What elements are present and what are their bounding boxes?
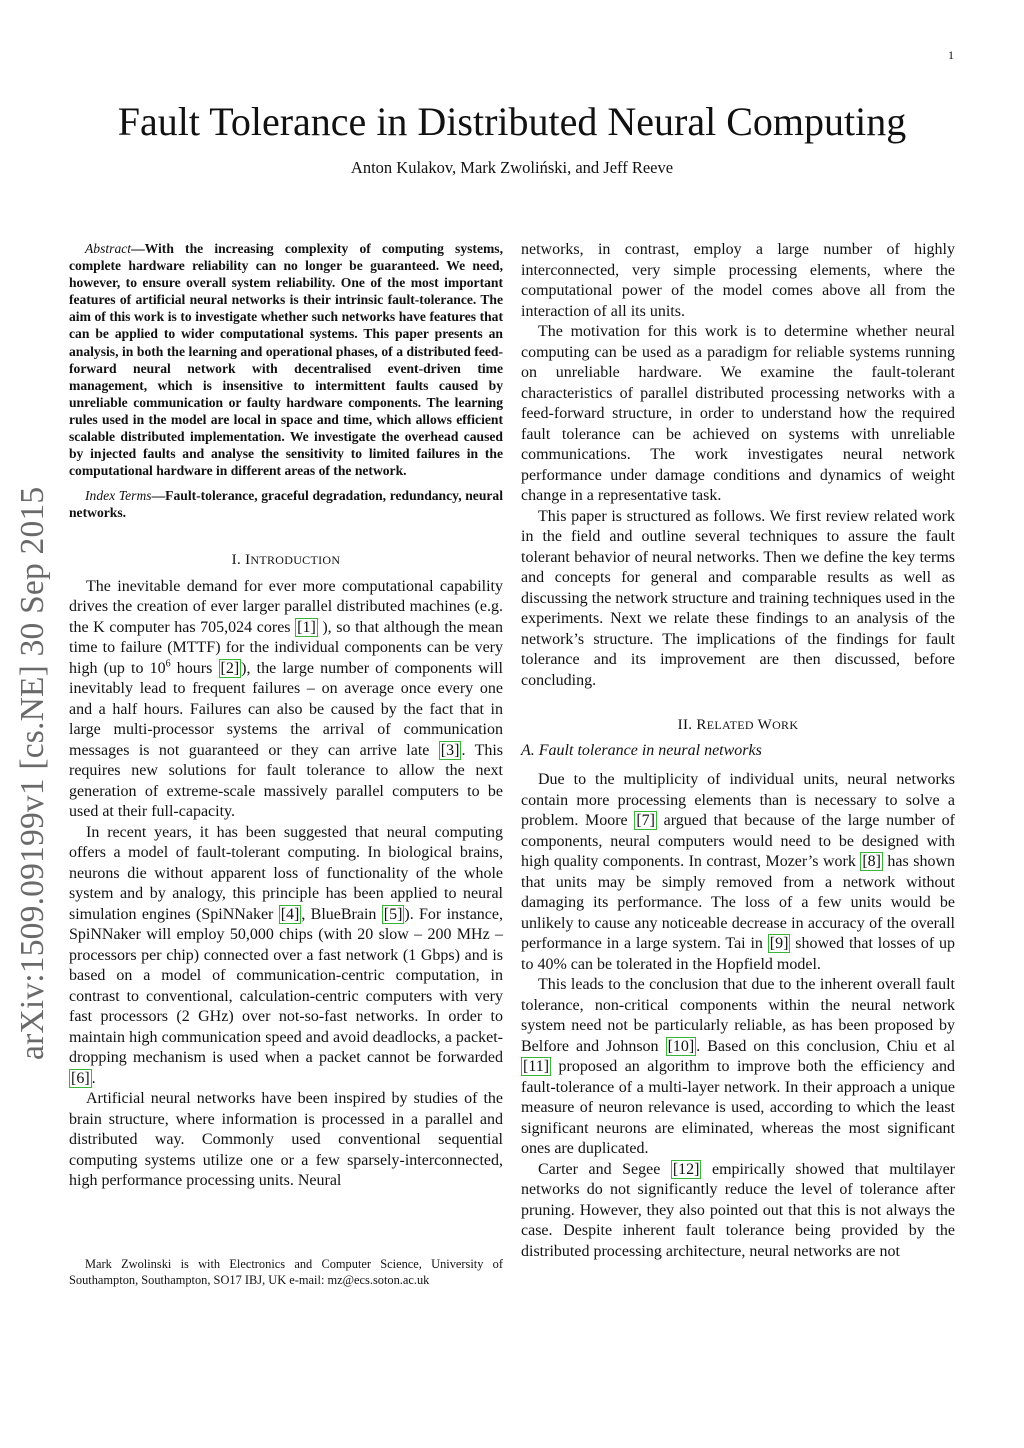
subsection-heading: A. Fault tolerance in neural networks: [521, 742, 762, 759]
author-footnote: Mark Zwolinski is with Electronics and Computer Science, University of Southampton, Southampton, SO17 IBJ, UK e-mail: mz@ecs.soton.ac.uk: [69, 1257, 503, 1287]
intro-paragraph-3-continued: networks, in contrast, employ a large number of highly interconnected, very simple processing elements, where the computational power of the model comes above all from the interaction of all its units.: [521, 241, 955, 320]
citation-link[interactable]: [10]: [667, 1037, 695, 1055]
paper-title: Fault Tolerance in Distributed Neural Computing: [117, 99, 907, 144]
citation-link[interactable]: [7]: [636, 812, 655, 829]
related-paragraph-2: This leads to the conclusion that due to the inherent overall fault tolerance, non-critical components within the neural network system need not be particularly reliable, as has been proposed by Belfore and Johnson [10] . Based on this conclusion, Chiu et al [11] proposed an algorithm to improve both the efficiency and fault-tolerance of a multi-layer network. In their approach a unique measure of neuron relevance is used, according to which the least significant neurons are eliminated, whereas the most significant ones are duplicated.: [521, 976, 956, 1157]
arxiv-stamp: arXiv:1509.09199v1 [cs.NE] 30 Sep 2015: [14, 486, 51, 1060]
page-number: 1: [948, 48, 954, 62]
intro-paragraph-5: This paper is structured as follows. We first review related work in the field and outline several techniques to assure the fault tolerant behavior of neural networks. Then we define the key terms and concepts for general and comparable results as well as discussing the network structure and training techniques used in the experiments. Next we relate these findings to an analysis of the network’s structure. The implications of the findings for fault tolerance and its improvement are then discussed, before concluding.: [521, 507, 955, 689]
index-terms-label: Index Terms: [85, 488, 152, 504]
related-paragraph-3: Carter and Segee [12] empirically showed that multilayer networks do not significantly reduce the level of tolerance after pruning. However, they also pointed out that this is not always the case. Despite inherent fault tolerance being provided by the distributed processing architecture, neural networks are not: [521, 1160, 955, 1260]
index-terms-text: —Fault-tolerance, graceful degradation, redundancy, neural networks.: [69, 488, 503, 521]
related-paragraph-1: Due to the multiplicity of individual units, neural networks contain more processing elements than is necessary to solve a problem. Moore [7] argued that because of the large number of components, neural computers would need to be designed with high quality components. In contrast, Mozer’s work [8] has shown that units may be simply removed from a network without damaging its performance. The loss of a few units would be unlikely to cause any noticeable decrease in accuracy of the overall performance in a large system. Tai in [9] showed that losses of up to 40% can be tolerated in the Hopfield model.: [521, 771, 955, 973]
citation-link[interactable]: [11]: [523, 1058, 550, 1075]
abstract-text: —With the increasing complexity of computing systems, complete hardware reliability can no longer be guaranteed. We need, however, to ensure overall system reliability. One of the most important features of artificial neural networks is their intrinsic fault-tolerance. The aim of this work is to investigate whether such networks have features that can be applied to wider computational systems. This paper presents an analysis, in both the learning and operational phases, of a distributed feed-forward neural network with decentralised event-driven time management, which is insensitive to intermittent faults caused by unreliable communication or faulty hardware components. The learning rules used in the model are local in space and time, which allows efficient scalable distributed implementation. We investigate the overhead caused by injected faults and analyse the sensitivity to limited failures in the computational hardware in different areas of the network.: [69, 241, 503, 479]
citation-link[interactable]: [1]: [297, 618, 316, 636]
intro-paragraph-4: The motivation for this work is to determine whether neural computing can be used as a paradigm for reliable systems running on unreliable hardware. We examine the fault-tolerant characteristics of parallel distributed processing networks with a feed-forward structure, in order to understand how the required fault tolerance can be achieved on systems with unreliable communications. The work investigates neural network performance under damage conditions and dynamics of weight change in a representative task.: [521, 323, 955, 504]
intro-paragraph-1: The inevitable demand for ever more computational capability drives the creation of ever larger parallel distributed machines (e.g. the K computer has 705,024 cores [1] ), so that although the mean time to failure (MTTF) for the individual components can be very high (up to $10^6$ hours [2] ), the large number of components will inevitably lead to frequent failures – on average once every one and a half hours. Failures can also be caused by the fact that in large multi-processor systems the arrival of communication messages is not guaranteed or they can arrive late [3] . This requires new solutions for fault tolerance to allow the next generation of extreme-scale massively parallel computers to be used at their full-capacity.: [69, 577, 504, 820]
citation-link[interactable]: [3]: [440, 741, 460, 759]
abstract-label: Abstract: [85, 241, 132, 256]
right-column: [521, 240, 955, 1262]
section-heading-related-work: II. RELATED WORK: [677, 717, 799, 733]
index-terms: [69, 487, 503, 521]
intro-paragraph-3: Artificial neural networks have been inspired by studies of the brain structure, where information is processed in a parallel and distributed way. Commonly used conventional sequential computing systems utilize one or a few sparsely-interconnected, high performance processing units. Neural: [69, 1090, 503, 1189]
citation-link[interactable]: [4]: [280, 905, 300, 923]
intro-paragraph-2: In recent years, it has been suggested that neural computing offers a model of fault-tolerant computing. In biological brains, neurons die without apparent loss of functionality of the whole system and by analogy, this principle has been applied to neural simulation engines (SpiNNaker [4] , BlueBrain [5] ). For instance, SpiNNaker will employ 50,000 chips (with 20 slow – 200 MHz – processors per chip) connected over a fast network (1 Gbps) and is based on a model of communication-centric computation, in contrast to conventional, calculation-centric computers with very fast processors (2 GHz) over not-so-fast networks. In order to maintain high communication speed and avoid deadlocks, a packet-dropping mechanism is used when a packet cannot be forwarded [6] .: [69, 823, 503, 1087]
abstract: [69, 240, 503, 479]
citation-link[interactable]: [6]: [71, 1069, 90, 1087]
section-heading-introduction: I. INTRODUCTION: [231, 551, 341, 568]
citation-link[interactable]: [5]: [383, 905, 403, 923]
citation-link[interactable]: [9]: [769, 935, 789, 952]
citation-link[interactable]: [12]: [672, 1160, 700, 1178]
left-column: [69, 240, 503, 1192]
citation-link[interactable]: [2]: [220, 659, 240, 677]
author-list: Anton Kulakov, Mark Zwoliński, and Jeff Reeve: [350, 158, 674, 177]
citation-link[interactable]: [8]: [862, 853, 881, 870]
